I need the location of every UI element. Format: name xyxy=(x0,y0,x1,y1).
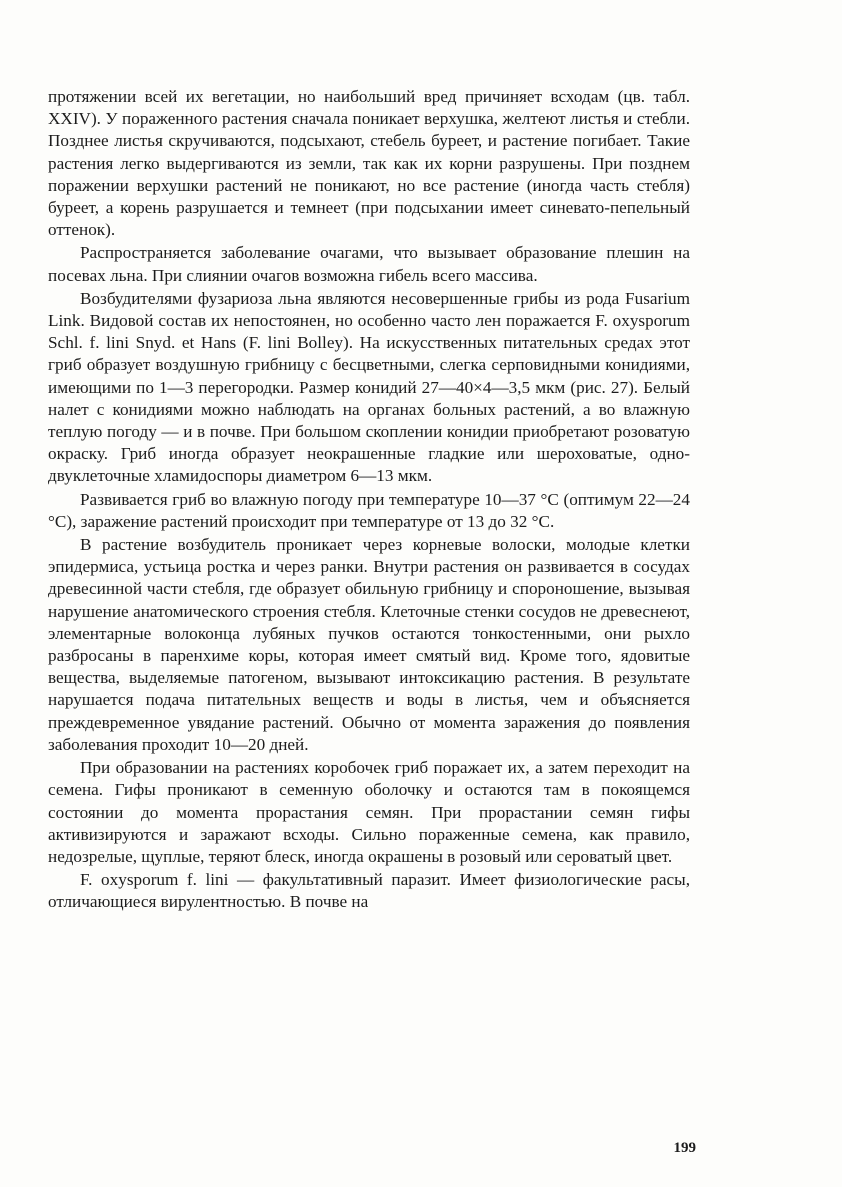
paragraph-5: В растение возбудитель проникает через корневые волоски, молодые клетки эпидермиса, устьица ростка и через ранки. Внутри растения он развивается в сосудах древесинной части стебля, где образует обильную грибницу и спороношение, вызывая нарушение анатомического строения стебля. Клеточные стенки сосудов не древеснеют, элементарные волоконца лубяных пучков остаются тонкостенными, они рыхло разбросаны в паренхиме коры, которая имеет смятый вид. Кроме того, ядовитые вещества, выделяемые патогеном, вызывают интоксикацию растения. В результате нарушается подача питательных веществ и воды в листья, чем и объясняется преждевременное увядание растений. Обычно от момента заражения до появления заболевания проходит 10—20 дней. xyxy=(48,535,690,754)
page-number: 199 xyxy=(673,1140,696,1156)
paragraph-7: F. oxysporum f. lini — факультативный паразит. Имеет физиологические расы, отличающиеся вирулентностью. В почве на xyxy=(48,870,690,912)
paragraph-6: При образовании на растениях коробочек гриб поражает их, а затем переходит на семена. Гифы проникают в семенную оболочку и остаются там в покоящемся состоянии до момента прорастания семян. При прорастании семян гифы активизируются и заражают всходы. Сильно пораженные семена, как правило, недозрелые, щуплые, теряют блеск, иногда окрашены в розовый или сероватый цвет. xyxy=(48,758,690,866)
body-text xyxy=(48,86,690,915)
paragraph-1: протяжении всей их вегетации, но наибольший вред причиняет всходам (цв. табл. XXIV). У пораженного растения сначала поникает верхушка, желтеют листья и стебли. Позднее листья скручиваются, подсыхают, стебель буреет, и растение погибает. Такие растения легко выдергиваются из земли, так как их корни разрушены. При позднем поражении верхушки растений не поникают, но все растение (иногда часть стебля) буреет, а корень разрушается и темнеет (при подсыхании имеет синевато-пепельный оттенок). xyxy=(48,87,690,240)
paragraph-3: Возбудителями фузариоза льна являются несовершенные грибы из рода Fusarium Link. Видовой состав их непостоянен, но особенно часто лен поражается F. oxysporum Schl. f. lini Snyd. et Hans (F. lini Bolley). На искусственных питательных средах этот гриб образует воздушную грибницу с бесцветными, слегка серповидными конидиями, имеющими по 1—3 перегородки. Размер конидий 27—40×4—3,5 мкм (рис. 27). Белый налет с конидиями можно наблюдать на органах больных растений, а во влажную теплую погоду — и в почве. При большом скоплении конидии приобретают розоватую окраску. Гриб иногда образует неокрашенные гладкие или шероховатые, одно-двуклеточные хламидоспоры диаметром 6—13 мкм. xyxy=(48,288,690,486)
paragraph-4: Развивается гриб во влажную погоду при температуре 10—37 °С (оптимум 22—24 °С), заражение растений происходит при температуре от 13 до 32 °С. xyxy=(48,489,690,531)
paragraph-2: Распространяется заболевание очагами, что вызывает образование плешин на посевах льна. При слиянии очагов возможна гибель всего массива. xyxy=(48,243,690,285)
